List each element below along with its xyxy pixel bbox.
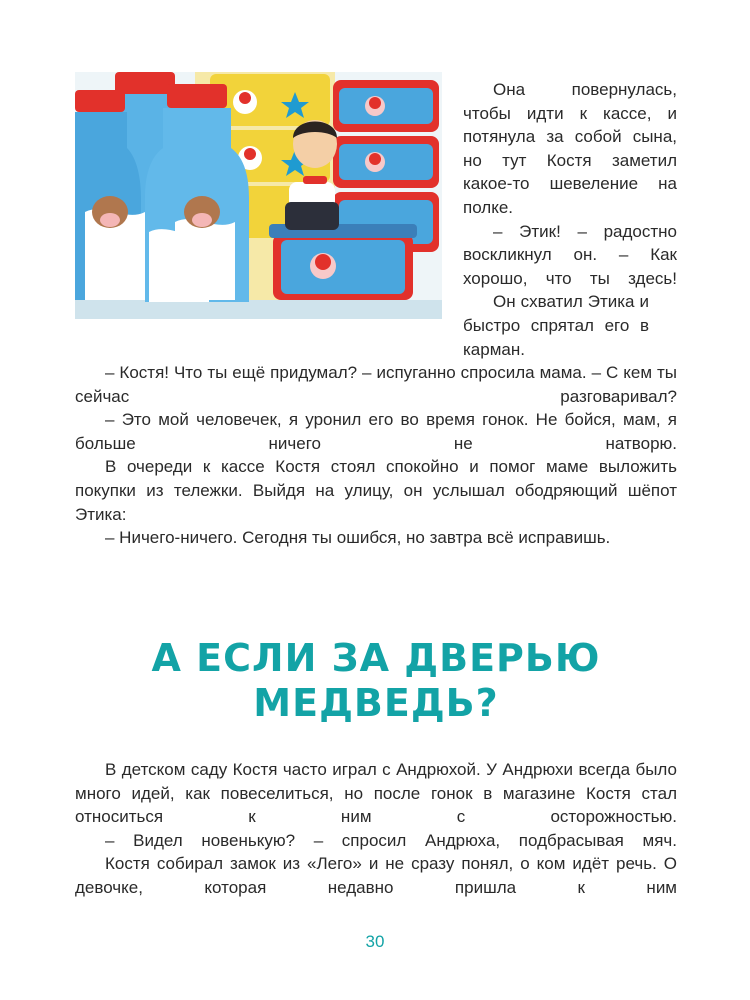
supermarket-shelf-illustration <box>75 72 442 319</box>
paragraph: Он схватил Этика и быстро спрятал его в карман. <box>463 292 649 359</box>
paragraph: Костя собирал замок из «Лего» и не сразу понял, о ком идёт речь. О девочке, которая недавно пришла к ним <box>75 854 677 897</box>
page-number: 30 <box>365 932 385 951</box>
paragraph: – Видел новенькую? – спросил Андрюха, подбрасывая мяч. <box>105 830 677 850</box>
right-column-text <box>463 78 677 361</box>
chapter-heading-line-1: А ЕСЛИ ЗА ДВЕРЬЮ <box>151 636 601 680</box>
shelf <box>75 300 442 319</box>
story-text-top <box>75 361 677 550</box>
paragraph: – Костя! Что ты ещё придумал? – испуганно спросила мама. – С кем ты сейчас разговаривал? <box>75 363 677 406</box>
paragraph: – Ничего-ничего. Сегодня ты ошибся, но завтра всё исправишь. <box>105 528 611 548</box>
paragraph: – Это мой человечек, я уронил его во время гонок. Не бойся, мам, я больше ничего не натворю. <box>75 410 677 453</box>
paragraph: В очереди к кассе Костя стоял спокойно и помог маме выложить покупки из тележки. Выйдя на улицу, он услышал ободряющий шёпот Этика: <box>75 457 677 524</box>
paragraph: Она повернулась, чтобы идти к кассе, и потянула за собой сына, но тут Костя заметил какое-то шевеление на полке. <box>463 80 677 217</box>
paragraph: В детском саду Костя часто играл с Андрюхой. У Андрюхи всегда было много идей, как повеселиться, но после гонок в магазине Костя стал относиться к ним с осторожностью. <box>75 760 677 827</box>
paragraph: – Этик! – радостно воскликнул он. – Как хорошо, что ты здесь! <box>463 221 677 288</box>
milk-bottles <box>75 72 249 302</box>
chapter-heading-line-2: МЕДВЕДЬ? <box>253 681 499 725</box>
chapter-heading <box>75 636 677 726</box>
story-text-bottom <box>75 758 677 900</box>
